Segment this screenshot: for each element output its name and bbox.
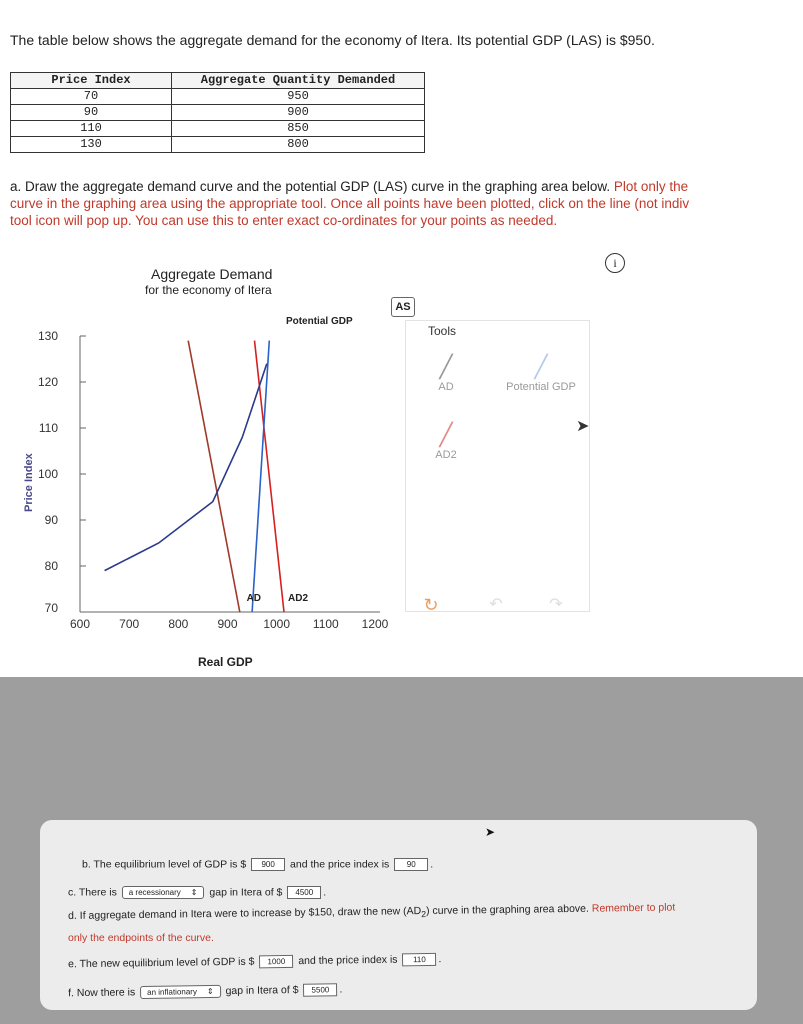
cell-price: 110 (11, 121, 172, 137)
answer-f-mid: gap in Itera of $ (225, 984, 299, 998)
x-tick-label: 1000 (263, 617, 291, 631)
cell-quantity: 950 (172, 89, 425, 105)
series-label-potential-gdp: Potential GDP (285, 316, 353, 327)
chart-subtitle: for the economy of Itera (145, 283, 272, 297)
answer-c-mid: gap in Itera of $ (209, 886, 283, 899)
gap-type-select[interactable] (122, 886, 205, 899)
answer-b-post: . (430, 858, 434, 871)
question-a-line3: tool icon will pop up. You can use this to enter exact co-ordinates for your points as needed. (10, 213, 558, 228)
reset-icon: ↻ (423, 595, 439, 615)
table-row (11, 137, 425, 153)
line-tool-icon: ╱ (439, 422, 453, 447)
answer-d-highlight: Remember to plot (591, 901, 676, 915)
answer-f-post: . (339, 983, 343, 996)
tool-ad-label: AD (438, 381, 454, 393)
y-tick-label: 130 (37, 329, 58, 343)
intro-text: The table below shows the aggregate demand for the economy of Itera. Its potential GDP (LAS) is $950. (10, 32, 655, 48)
table-header-row (11, 73, 425, 89)
tool-ad2[interactable] (411, 421, 481, 461)
answer-b-mid: and the price index is (290, 858, 390, 871)
tool-potential-gdp-label: Potential GDP (506, 381, 576, 393)
line-tool-icon: ╱ (534, 354, 548, 379)
undo-icon: ↶ (489, 596, 503, 613)
undo-button[interactable] (476, 591, 516, 619)
select-caret-icon: ⇕ (190, 888, 198, 897)
redo-icon: ↷ (549, 596, 563, 613)
info-icon[interactable]: i (605, 253, 625, 273)
gap-amount-input[interactable]: 4500 (287, 886, 321, 899)
answer-e-post: . (438, 953, 442, 966)
series-label-ad: AD (246, 593, 262, 604)
as-label-badge[interactable]: AS (391, 297, 415, 317)
answer-c (68, 886, 326, 899)
answer-f-pre: f. Now there is (68, 986, 136, 1000)
question-a-line1: a. Draw the aggregate demand curve and the potential GDP (LAS) curve in the graphing area below. (10, 179, 611, 194)
cell-price: 90 (11, 105, 172, 121)
new-equilibrium-gdp-input[interactable]: 1000 (259, 955, 293, 968)
answer-d-sub: 2 (421, 909, 427, 920)
y-tick-label: 120 (37, 375, 58, 389)
cell-quantity: 850 (172, 121, 425, 137)
answer-b-pre: b. The equilibrium level of GDP is $ (82, 858, 247, 871)
answer-c-post: . (323, 886, 327, 899)
tools-panel (405, 320, 590, 615)
y-tick-label: 100 (37, 467, 58, 481)
gap-type-select-value: a recessionary (128, 888, 181, 897)
y-tick-label: 80 (44, 559, 58, 573)
table-row (11, 105, 425, 121)
answer-c-pre: c. There is (68, 886, 117, 899)
new-gap-type-select[interactable] (140, 985, 221, 999)
redo-button[interactable] (536, 591, 576, 619)
demand-table (10, 72, 425, 153)
tool-ad2-label: AD2 (435, 449, 457, 461)
table-row (11, 89, 425, 105)
line-tool-icon: ╱ (439, 354, 453, 379)
x-tick-label: 1100 (312, 617, 339, 631)
select-caret-icon: ⇕ (206, 986, 214, 997)
chart-title: Aggregate Demand (151, 266, 273, 282)
table-row (11, 121, 425, 137)
answer-d-pre: d. If aggregate demand in Itera were to increase by $150, draw the new (AD (68, 905, 422, 922)
x-tick-label: 900 (217, 617, 238, 631)
tool-ad[interactable] (411, 353, 481, 393)
answer-e-pre: e. The new equilibrium level of GDP is $ (68, 955, 255, 971)
cell-price: 70 (11, 89, 172, 105)
question-a (10, 178, 803, 229)
answer-d-line2: only the endpoints of the curve. (68, 932, 214, 944)
x-tick-label: 800 (168, 617, 189, 631)
answer-d-post: ) curve in the graphing area above. (425, 902, 589, 918)
cell-quantity: 900 (172, 105, 425, 121)
mouse-cursor-icon: ➤ (576, 418, 590, 435)
header-price-index: Price Index (11, 73, 172, 89)
y-tick-label: 110 (38, 421, 58, 435)
mouse-cursor-icon: ➤ (485, 825, 496, 839)
cell-price: 130 (11, 137, 172, 153)
equilibrium-price-input[interactable]: 90 (394, 858, 428, 871)
question-a-highlight: Plot only the (613, 179, 689, 194)
tools-title: Tools (428, 324, 457, 338)
series-line-as (105, 364, 267, 571)
y-tick-label: 70 (44, 601, 58, 615)
series-line-ad2 (255, 341, 285, 612)
y-axis-label: Price Index (23, 453, 35, 512)
new-gap-type-select-value: an inflationary (147, 987, 197, 997)
y-tick-label: 90 (44, 513, 58, 527)
cell-quantity: 800 (172, 137, 425, 153)
answer-b (82, 858, 433, 871)
equilibrium-gdp-input[interactable]: 900 (251, 858, 285, 871)
question-a-line2: curve in the graphing area using the appropriate tool. Once all points have been plotted, click on the line (not indiv (10, 196, 690, 211)
x-tick-label: 600 (69, 617, 91, 631)
new-equilibrium-price-input[interactable]: 110 (402, 953, 436, 966)
series-line-ad (188, 341, 240, 612)
new-gap-amount-input[interactable]: 5500 (303, 983, 337, 996)
tool-potential-gdp[interactable] (491, 353, 591, 393)
x-tick-label: 1200 (361, 617, 389, 631)
answer-e-mid: and the price index is (298, 953, 398, 968)
series-label-ad2: AD2 (288, 593, 309, 604)
reset-button[interactable] (411, 591, 451, 619)
x-axis-label: Real GDP (198, 655, 253, 669)
x-tick-label: 700 (119, 617, 140, 631)
header-quantity-demanded: Aggregate Quantity Demanded (172, 73, 425, 89)
